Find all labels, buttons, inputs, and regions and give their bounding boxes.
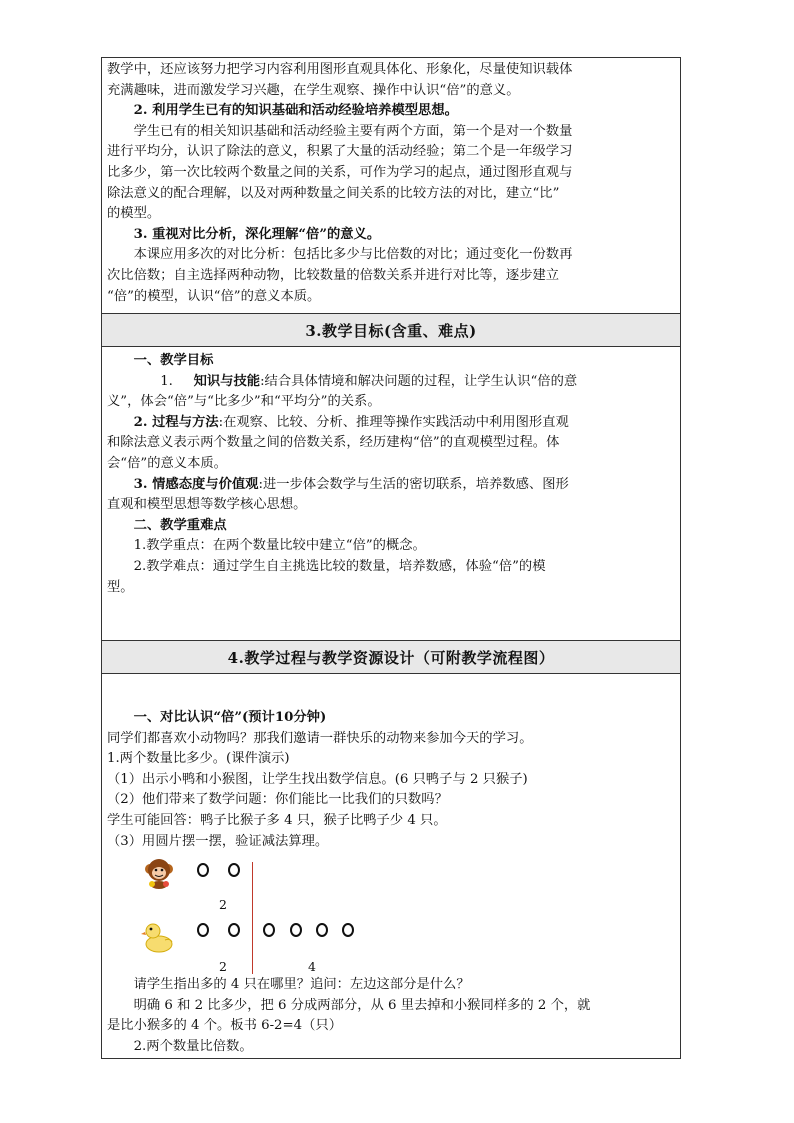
counter-circle	[342, 923, 354, 937]
count-label: 2	[219, 959, 227, 974]
section4-title: 4.教学过程与教学资源设计（可附教学流程图）	[227, 648, 555, 667]
section3-title: 3.教学目标(含重、难点)	[305, 321, 477, 340]
text-line: “倍”的模型，认识“倍”的意义本质。	[107, 288, 321, 304]
text-line: （3）用圆片摆一摆，验证减法算理。	[107, 833, 329, 849]
goal-attitude	[107, 475, 673, 496]
goal-title: 知识与技能	[193, 373, 261, 389]
goal-text: :结合具体情境和解决问题的过程，让学生认识“倍的意	[260, 373, 578, 389]
goal-knowledge	[107, 372, 673, 393]
text-line: 同学们都喜欢小动物吗？那我们邀请一群快乐的动物来参加今天的学习。	[107, 730, 533, 746]
text-line: 1.两个数量比多少。(课件演示)	[107, 751, 290, 767]
section4-title-band	[102, 641, 680, 673]
text-line: 2.教学难点：通过学生自主挑选比较的数量，培养数感，体验“倍”的模	[133, 558, 546, 574]
top-text-block	[107, 60, 673, 307]
count-label: 2	[219, 897, 227, 912]
text-line: 学生可能回答：鸭子比猴子多 4 只，猴子比鸭子少 4 只。	[107, 812, 447, 828]
goal-title: 2. 过程与方法	[133, 414, 219, 430]
text-line: 学生已有的相关知识基础和活动经验主要有两个方面，第一个是对一个数量	[133, 123, 573, 139]
monkey-icon	[142, 856, 176, 890]
text-line: 2.两个数量比倍数。	[133, 1038, 253, 1054]
subheading: 二、教学重难点	[133, 517, 227, 533]
subheading: 一、对比认识“倍”(预计10分钟)	[133, 710, 327, 725]
goal-title: 3. 情感态度与价值观	[133, 476, 259, 492]
subheading: 2. 利用学生已有的知识基础和活动经验培养模型思想。	[133, 103, 458, 119]
text-line: 是比小猴多的 4 个。板书 6-2=4（只）	[107, 1018, 343, 1034]
text-line: 直观和模型思想等数学核心思想。	[107, 497, 307, 513]
text-line: 明确 6 和 2 比多少，把 6 分成两部分，从 6 里去掉和小猴同样多的 2 个，就	[133, 997, 591, 1013]
count-label: 4	[308, 959, 316, 974]
duck-icon	[140, 920, 176, 954]
counter-circle	[197, 863, 209, 877]
text-line: （1）出示小鸭和小猴图，让学生找出数学信息。(6 只鸭子与 2 只猴子)	[107, 771, 528, 787]
section3-title-band	[102, 314, 680, 346]
counter-circle	[316, 923, 328, 937]
text-line: （2）他们带来了数学问题：你们能比一比我们的只数吗？	[107, 792, 448, 808]
text-line: 除法意义的配合理解，以及对两种数量之间关系的比较方法的对比，建立“比”	[107, 185, 560, 201]
text-line: 会“倍”的意义本质。	[107, 455, 227, 471]
section4-content-top	[107, 708, 673, 852]
text-line: 比多少，第一次比较两个数量之间的关系，可作为学习的起点，通过图形直观与	[107, 164, 573, 180]
counter-circle	[263, 923, 275, 937]
text-line: 型。	[107, 579, 134, 595]
text-line: 次比倍数；自主选择两种动物，比较数量的倍数关系并进行对比等，逐步建立	[107, 267, 560, 283]
table-divider	[102, 673, 680, 674]
counter-circle	[290, 923, 302, 937]
goal-number: 1.	[160, 373, 173, 389]
section3-content	[107, 351, 673, 598]
subheading: 一、教学目标	[133, 353, 214, 368]
goal-text: :在观察、比较、分析、推理等操作实践活动中利用图形直观	[218, 414, 569, 430]
text-line: 教学中，还应该努力把学习内容利用图形直观具体化、形象化，尽量使知识载体	[107, 62, 573, 77]
table-divider	[102, 346, 680, 347]
subheading: 3. 重视对比分析，深化理解“倍”的意义。	[133, 226, 381, 242]
text-line: 请学生指出多的 4 只在哪里？追问：左边这部分是什么？	[133, 977, 470, 992]
text-line: 的模型。	[107, 206, 161, 222]
text-line: 充满趣味，进而激发学习兴趣，在学生观察、操作中认识“倍”的意义。	[107, 82, 520, 98]
counter-circle	[228, 863, 240, 877]
counter-circle	[228, 923, 240, 937]
comparison-divider-line	[252, 862, 253, 974]
counter-circle	[197, 923, 209, 937]
text-line: 和除法意义表示两个数量之间的倍数关系，经历建构“倍”的直观模型过程。体	[107, 435, 560, 451]
text-line: 义”，体会“倍”与“比多少”和“平均分”的关系。	[107, 394, 381, 410]
text-line: 1.教学重点：在两个数量比较中建立“倍”的概念。	[133, 538, 426, 554]
text-line: 进行平均分，认识了除法的意义，积累了大量的活动经验；第二个是一年级学习	[107, 144, 573, 160]
text-line: 本课应用多次的对比分析：包括比多少与比倍数的对比；通过变化一份数再	[133, 247, 573, 263]
goal-process	[107, 413, 673, 434]
section4-content-bottom	[107, 975, 673, 1057]
goal-text: :进一步体会数学与生活的密切联系，培养数感、图形	[258, 476, 569, 492]
